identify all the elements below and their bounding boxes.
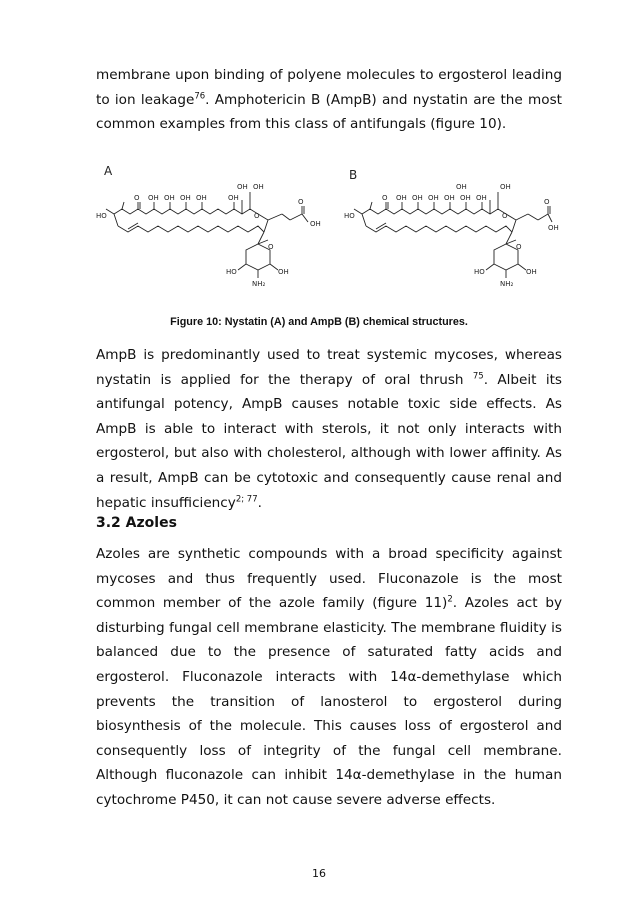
page-number: 16 (312, 867, 326, 880)
svg-text:OH: OH (460, 194, 471, 202)
svg-text:OH: OH (412, 194, 423, 202)
svg-text:HO: HO (344, 212, 355, 220)
paragraph-azoles (96, 542, 562, 813)
svg-text:OH: OH (310, 220, 321, 228)
svg-text:OH: OH (456, 183, 467, 191)
figure-caption (0, 316, 638, 328)
svg-text:OH: OH (396, 194, 407, 202)
paragraph-ampb (96, 343, 562, 515)
svg-text:OH: OH (476, 194, 487, 202)
citation-ref: 2; 77 (235, 494, 258, 505)
citation-ref: 2 (447, 594, 453, 605)
svg-text:OH: OH (148, 194, 159, 202)
svg-text:O: O (382, 194, 388, 202)
section-heading: 3.2 Azoles (96, 515, 177, 531)
svg-text:OH: OH (237, 183, 248, 191)
panel-label-a: A (104, 164, 113, 178)
svg-text:O: O (502, 212, 508, 220)
intro-text-2: . Amphotericin B (AmpB) and nystatin are the most common examples from this class of antifungals (figure 10). (96, 91, 562, 133)
paragraph-intro (96, 63, 562, 137)
ampb-structure (342, 178, 564, 290)
svg-text:OH: OH (164, 194, 175, 202)
citation-ref: 75 (472, 371, 484, 382)
svg-text:OH: OH (228, 194, 239, 202)
svg-text:O: O (298, 198, 304, 206)
ampb-text-3: . (257, 494, 262, 511)
svg-text:O: O (544, 198, 550, 206)
azoles-text-2: . Azoles act by disturbing fungal cell membrane elasticity. The membrane fluidity is balanced due to the presence of saturated fatty acids and ergosterol. Fluconazole interacts with 14α-demethylase which prevents the transition of lanosterol to ergosterol during biosynthesis of the molecule. This causes loss of ergosterol and consequently loss of integrity of the fungal cell membrane. Although fluconazole can inhibit 14α-demethylase in the human cytochrome P450, it can not cause severe adverse effects. (96, 595, 562, 808)
svg-text:OH: OH (444, 194, 455, 202)
citation-ref: 76 (194, 91, 206, 102)
svg-text:OH: OH (180, 194, 191, 202)
svg-text:NH₂: NH₂ (252, 280, 266, 288)
svg-text:O: O (254, 212, 260, 220)
svg-text:HO: HO (96, 212, 107, 220)
nystatin-structure (92, 178, 324, 290)
azoles-text-1: Azoles are synthetic compounds with a broad specificity against mycoses and thus frequently used. Fluconazole is the most common member of the azole family (figure 11) (96, 546, 562, 612)
svg-text:NH₂: NH₂ (500, 280, 514, 288)
svg-text:OH: OH (196, 194, 207, 202)
svg-text:OH: OH (548, 224, 559, 232)
svg-text:OH: OH (253, 183, 264, 191)
svg-text:O: O (516, 243, 522, 251)
svg-text:OH: OH (278, 268, 289, 276)
svg-text:OH: OH (500, 183, 511, 191)
intro-text-1: membrane upon binding of polyene molecules to ergosterol leading to ion leakage (96, 67, 562, 108)
panel-label-b: B (349, 168, 358, 182)
ampb-text-2: . Albeit its antifungal potency, AmpB causes notable toxic side effects. As AmpB is able to interact with sterols, it not only interacts with ergosterol, but also with cholesterol, although with lower affinity. As a result, AmpB can be cytotoxic and consequently cause renal and hepatic insufficiency (96, 371, 563, 511)
svg-text:O: O (134, 194, 140, 202)
svg-text:OH: OH (526, 268, 537, 276)
svg-text:HO: HO (226, 268, 237, 276)
ampb-text-1: AmpB is predominantly used to treat systemic mycoses, whereas nystatin is applied for the therapy of oral thrush (96, 347, 562, 388)
svg-text:O: O (268, 243, 274, 251)
figure-caption-text: Figure 10: Nystatin (A) and AmpB (B) chemical structures. (170, 316, 468, 328)
svg-text:OH: OH (428, 194, 439, 202)
svg-text:HO: HO (474, 268, 485, 276)
